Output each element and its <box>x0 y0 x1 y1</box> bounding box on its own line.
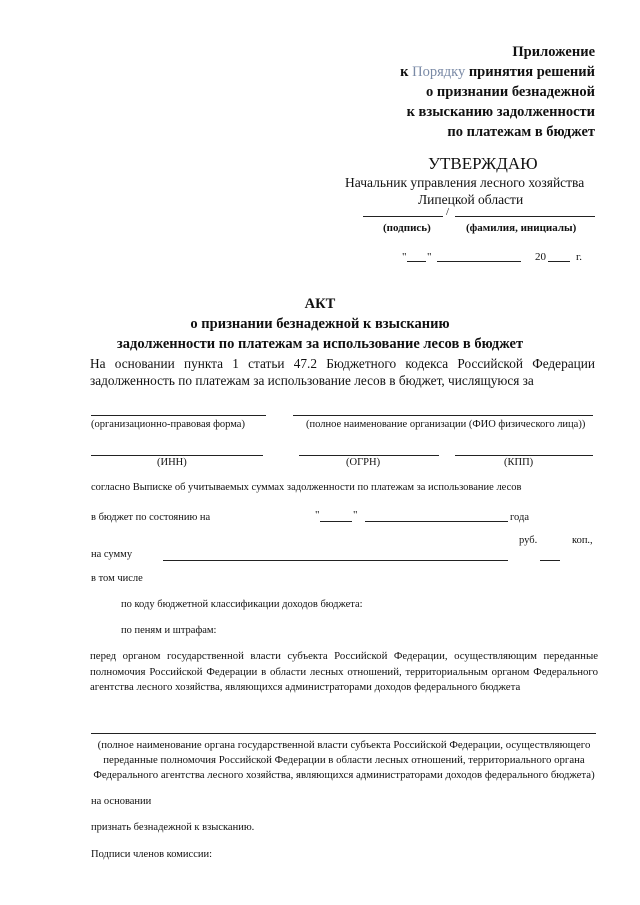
signature-line[interactable] <box>363 216 443 217</box>
authority-name-line[interactable] <box>91 733 596 734</box>
date-year-suffix: г. <box>576 251 583 263</box>
name-line[interactable] <box>455 216 595 217</box>
as-of-year-label: года <box>510 512 529 523</box>
annex-line-1: Приложение <box>512 44 595 60</box>
as-of-quote-open: " <box>315 509 320 521</box>
caption-legal-form: (организационно-правовая форма) <box>91 419 245 430</box>
approval-position-line-2: Липецкой области <box>418 192 524 207</box>
annex-line-2 <box>400 62 595 82</box>
sum-label: на сумму <box>91 549 133 560</box>
intro-paragraph: На основании пункта 1 статьи 47.2 Бюджетного кодекса Российской Федерации задолженность по платежам за использование лесов в бюджет, числящуюся за <box>90 356 595 388</box>
kpp-line[interactable] <box>455 455 593 456</box>
according-to-text: согласно Выписке об учитываемых суммах задолженности по платежам за использование лесов <box>91 482 522 493</box>
authority-caption: (полное наименование органа государственной власти субъекта Российской Федерации, осуществляющего переданные полномочия Российской Федерации в области лесных отношений, территориального органа Федерального агентства лесного хозяйства, являющихся администраторами доходов федерального бюджета) <box>93 739 595 781</box>
date-day-line[interactable] <box>407 261 426 262</box>
annex-line-5: по платежам в бюджет <box>447 124 595 140</box>
as-of-month-line[interactable] <box>365 521 508 522</box>
act-title-line-3: задолженности по платежам за использование лесов в бюджет <box>116 336 524 352</box>
act-title <box>0 294 640 354</box>
kop-label: коп., <box>572 535 593 546</box>
act-title-line-2: о признании безнадежной к взысканию <box>190 316 450 332</box>
date-year-prefix: 20 <box>535 251 546 263</box>
kop-line[interactable] <box>540 560 560 561</box>
authority-paragraph: перед органом государственной власти субъекта Российской Федерации, осуществляющим переданные полномочия Российской Федерации в области лесных отношений, территориальным органом Федерального агентства лесного хозяйства, являющихся администраторами доходов федерального бюджета <box>90 650 598 693</box>
caption-inn: (ИНН) <box>157 457 187 468</box>
including-label: в том числе <box>91 573 143 584</box>
as-of-label: в бюджет по состоянию на <box>91 512 211 523</box>
signature-slash: / <box>446 206 450 218</box>
penalties-label: по пеням и штрафам: <box>121 625 217 636</box>
annex-line-2-prefix: к <box>400 64 413 80</box>
as-of-day-line[interactable] <box>320 521 352 522</box>
annex-line-4: к взысканию задолженности <box>406 104 595 120</box>
procedure-link[interactable]: Порядку <box>412 64 466 80</box>
caption-ogrn: (ОГРН) <box>346 457 381 468</box>
date-year-line[interactable] <box>548 261 570 262</box>
org-name-line[interactable] <box>293 415 593 416</box>
as-of-quote-close: " <box>353 509 358 521</box>
declare-text: признать безнадежной к взысканию. <box>91 822 255 833</box>
rub-label: руб. <box>519 535 538 546</box>
bcc-label: по коду бюджетной классификации доходов бюджета: <box>121 599 363 610</box>
on-basis-label: на основании <box>91 796 152 807</box>
caption-kpp: (КПП) <box>504 457 534 468</box>
signatures-label: Подписи членов комиссии: <box>91 849 213 860</box>
date-month-line[interactable] <box>437 261 521 262</box>
legal-form-line[interactable] <box>91 415 266 416</box>
annex-line-3: о признании безнадежной <box>426 84 595 100</box>
annex-block <box>400 42 595 142</box>
inn-line[interactable] <box>91 455 263 456</box>
act-title-line-1: АКТ <box>304 296 336 312</box>
caption-org-name: (полное наименование организации (ФИО физического лица)) <box>306 419 586 430</box>
date-quote-close: " <box>427 251 432 263</box>
sum-line[interactable] <box>163 560 508 561</box>
caption-signature: (подпись) <box>383 222 431 234</box>
caption-name: (фамилия, инициалы) <box>466 222 577 234</box>
approval-title: УТВЕРЖДАЮ <box>428 154 538 173</box>
approval-position-line-1: Начальник управления лесного хозяйства <box>345 175 585 190</box>
annex-line-2-suffix: принятия решений <box>465 64 595 80</box>
ogrn-line[interactable] <box>299 455 439 456</box>
date-quote-open: " <box>402 251 407 263</box>
